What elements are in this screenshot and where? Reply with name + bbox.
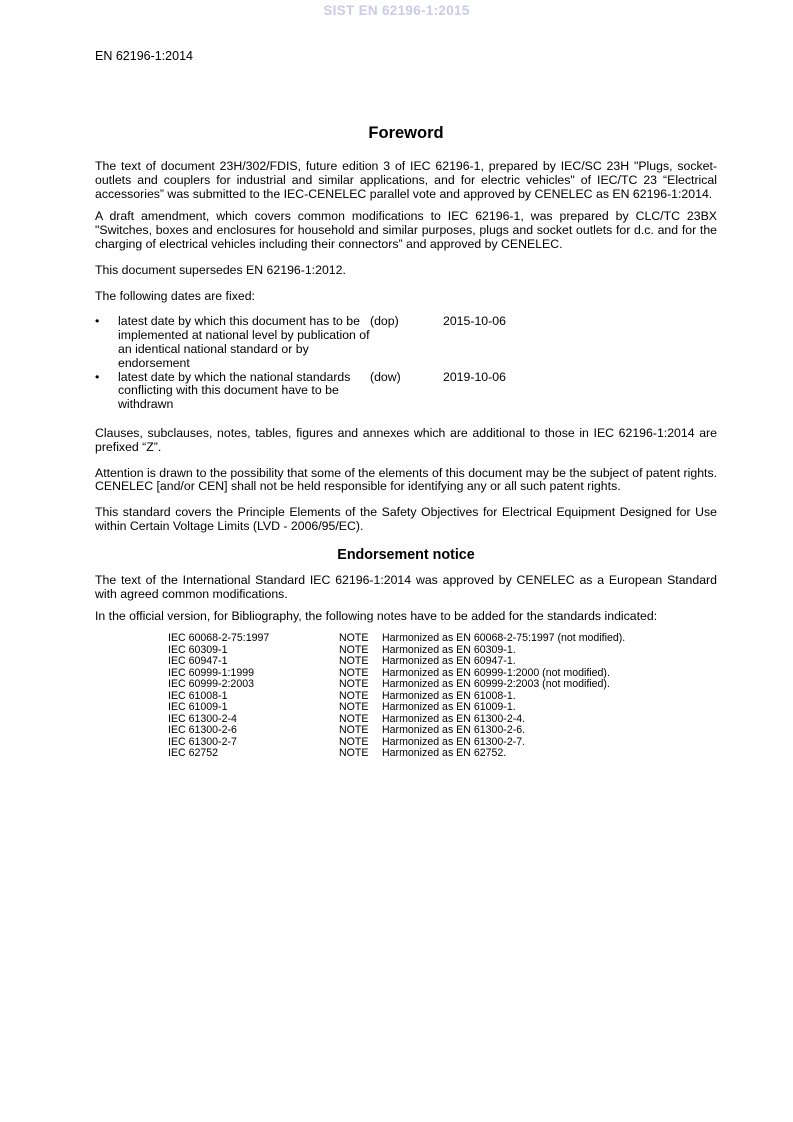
document-reference: EN 62196-1:2014 bbox=[95, 49, 193, 63]
foreword-title: Foreword bbox=[368, 124, 444, 142]
note-text: Harmonized as EN 61300-2-6. bbox=[382, 724, 526, 737]
foreword-paragraph: The following dates are fixed: bbox=[95, 288, 255, 303]
date-description: latest date by which this document has to be implemented at national level by publication of an identical national standard or by endorsement bbox=[118, 314, 370, 370]
dates-list bbox=[95, 315, 717, 412]
foreword-paragraph: The text of document 23H/302/FDIS, future edition 3 of IEC 62196-1, prepared by IEC/SC 23H "Plugs, socket-outlets and couplers for industrial and similar applications, and for electric vehicles" of IEC/TC 23 “Electrical accessories” was submitted to the IEC-CENELEC parallel vote and approved by CENELEC as EN 62196-1:2014. bbox=[95, 159, 717, 201]
note-standard: IEC 61300-2-6 bbox=[168, 724, 237, 737]
note-standard: IEC 60947-1 bbox=[168, 655, 228, 668]
bibliography-notes bbox=[168, 633, 717, 760]
endorsement-paragraph: The text of the International Standard IEC 62196-1:2014 was approved by CENELEC as a European Standard with agreed common modifications. bbox=[95, 572, 717, 601]
note-label: NOTE bbox=[339, 712, 369, 725]
note-label: NOTE bbox=[339, 701, 369, 714]
note-standard: IEC 60309-1 bbox=[168, 643, 228, 656]
bullet: • bbox=[95, 369, 100, 384]
foreword-paragraph: Attention is drawn to the possibility that some of the elements of this document may be the subject of patent rights. CENELEC [and/or CEN] shall not be held responsible for identifying any or all such patent rights. bbox=[95, 465, 718, 494]
note-label: NOTE bbox=[339, 632, 369, 645]
note-standard: IEC 61008-1 bbox=[168, 689, 228, 702]
note-row bbox=[168, 702, 717, 714]
note-standard: IEC 61300-2-4 bbox=[168, 712, 237, 725]
date-value: 2015-10-06 bbox=[443, 314, 506, 329]
foreword-paragraph: This document supersedes EN 62196-1:2012. bbox=[95, 262, 346, 277]
note-standard: IEC 61009-1 bbox=[168, 701, 228, 714]
note-label: NOTE bbox=[339, 747, 369, 760]
endorsement-title: Endorsement notice bbox=[337, 546, 475, 563]
note-standard: IEC 61300-2-7 bbox=[168, 735, 237, 748]
watermark: SIST EN 62196-1:2015 bbox=[323, 3, 470, 18]
note-row bbox=[168, 725, 717, 737]
date-value: 2019-10-06 bbox=[443, 369, 506, 384]
foreword-paragraph: This standard covers the Principle Elements of the Safety Objectives for Electrical Equipment Designed for Use within Certain Voltage Limits (LVD - 2006/95/EC). bbox=[95, 505, 717, 533]
note-text: Harmonized as EN 62752. bbox=[382, 747, 507, 760]
date-code: (dow) bbox=[370, 369, 401, 384]
note-row bbox=[168, 679, 717, 691]
note-label: NOTE bbox=[339, 735, 369, 748]
note-label: NOTE bbox=[339, 655, 369, 668]
note-label: NOTE bbox=[339, 724, 369, 737]
note-text: Harmonized as EN 61009-1. bbox=[382, 701, 516, 714]
note-text: Harmonized as EN 60999-2:2003 (not modified). bbox=[382, 678, 610, 691]
note-text: Harmonized as EN 60309-1. bbox=[382, 643, 516, 656]
bullet: • bbox=[95, 314, 100, 329]
note-text: Harmonized as EN 61300-2-7. bbox=[382, 735, 526, 748]
page-content bbox=[95, 123, 717, 760]
date-item-dop bbox=[95, 315, 717, 370]
note-row bbox=[168, 633, 717, 645]
note-label: NOTE bbox=[339, 666, 369, 679]
endorsement-paragraph: In the official version, for Bibliography, the following notes have to be added for the standards indicated: bbox=[95, 609, 658, 624]
note-text: Harmonized as EN 61008-1. bbox=[382, 689, 516, 702]
date-item-dow bbox=[95, 371, 717, 412]
note-text: Harmonized as EN 60068-2-75:1997 (not modified). bbox=[382, 632, 626, 645]
note-label: NOTE bbox=[339, 689, 369, 702]
note-standard: IEC 60068-2-75:1997 bbox=[168, 632, 270, 645]
date-description: latest date by which the national standards conflicting with this document have to be withdrawn bbox=[118, 369, 351, 412]
date-code: (dop) bbox=[370, 314, 399, 329]
foreword-paragraph: A draft amendment, which covers common modifications to IEC 62196-1, was prepared by CLC/TC 23BX "Switches, boxes and enclosures for household and similar purposes, plugs and socket outlets for d.c. and for the charging of electrical vehicles including their connectors” and approved by CENELEC. bbox=[95, 209, 717, 251]
note-text: Harmonized as EN 60999-1:2000 (not modified). bbox=[382, 666, 610, 679]
note-text: Harmonized as EN 61300-2-4. bbox=[382, 712, 526, 725]
note-standard: IEC 60999-2:2003 bbox=[168, 678, 254, 691]
note-label: NOTE bbox=[339, 678, 369, 691]
note-text: Harmonized as EN 60947-1. bbox=[382, 655, 516, 668]
foreword-paragraph: Clauses, subclauses, notes, tables, figures and annexes which are additional to those in IEC 62196-1:2014 are prefixed “Z”. bbox=[95, 425, 717, 454]
note-row bbox=[168, 748, 717, 760]
note-row bbox=[168, 656, 717, 668]
note-standard: IEC 62752 bbox=[168, 747, 219, 760]
note-standard: IEC 60999-1:1999 bbox=[168, 666, 254, 679]
note-label: NOTE bbox=[339, 643, 369, 656]
